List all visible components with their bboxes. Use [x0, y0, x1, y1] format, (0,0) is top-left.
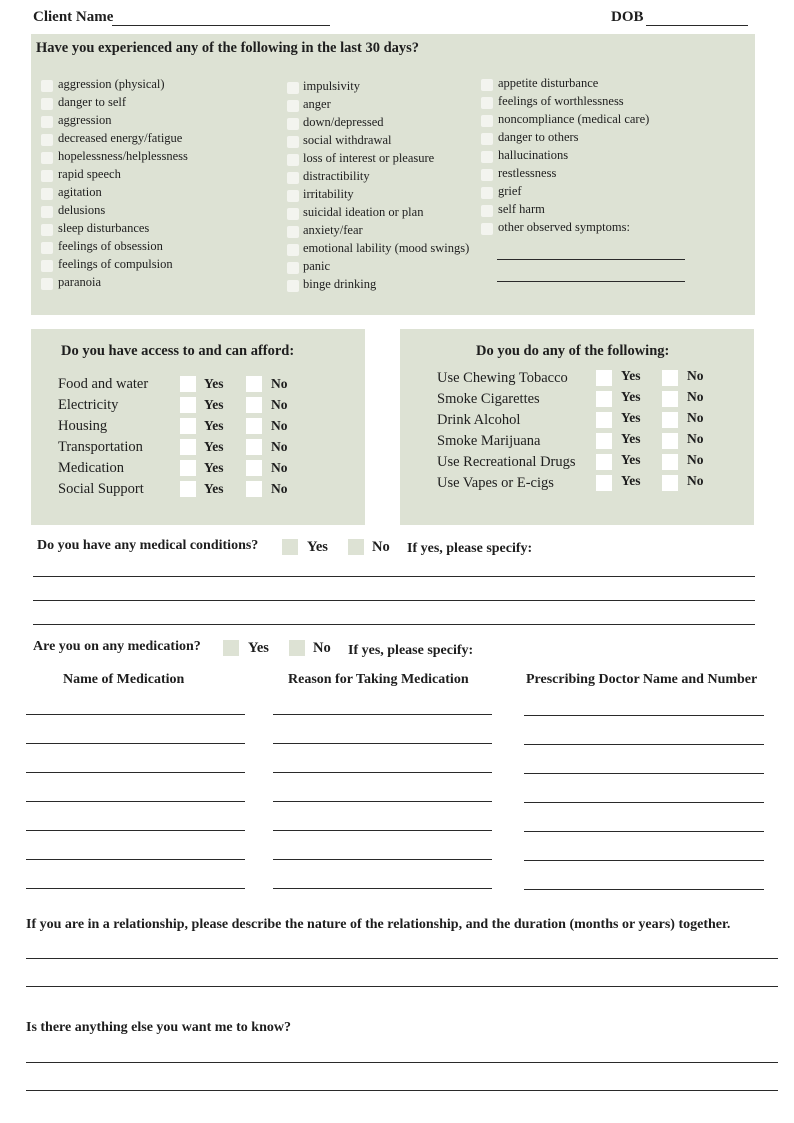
habit-item-label: Use Vapes or E-cigs [437, 475, 554, 491]
habit-yes-checkbox[interactable] [596, 433, 612, 449]
medication-yes-checkbox[interactable] [223, 640, 239, 656]
symptom-label: delusions [58, 203, 106, 217]
medical-line-1[interactable] [33, 576, 755, 577]
relationship-question: If you are in a relationship, please describe the nature of the relationship, and the duration (months or years) together. [26, 917, 731, 932]
medication-reason-line[interactable] [273, 830, 492, 831]
access-item-label: Social Support [58, 481, 144, 497]
access-item-label: Food and water [58, 376, 149, 392]
medication-name-line[interactable] [26, 830, 245, 831]
symptom-checkbox[interactable] [287, 208, 299, 220]
dob-label: DOB [611, 9, 644, 25]
symptom-checkbox[interactable] [41, 260, 53, 272]
symptom-checkbox[interactable] [481, 79, 493, 91]
medical-specify-label: If yes, please specify: [407, 541, 533, 556]
other-symptoms-line-2[interactable] [497, 281, 685, 282]
symptom-checkbox[interactable] [41, 170, 53, 182]
symptom-checkbox[interactable] [287, 244, 299, 256]
medication-name-line[interactable] [26, 743, 245, 744]
habit-yes-checkbox[interactable] [596, 475, 612, 491]
habit-yes-checkbox[interactable] [596, 391, 612, 407]
symptom-label: social withdrawal [303, 133, 392, 147]
medication-name-line[interactable] [26, 859, 245, 860]
symptom-label: feelings of obsession [58, 239, 163, 253]
medication-name-line[interactable] [26, 714, 245, 715]
symptom-checkbox[interactable] [41, 116, 53, 128]
symptom-label: distractibility [303, 169, 370, 183]
symptom-checkbox[interactable] [287, 136, 299, 148]
medication-doctor-line[interactable] [524, 860, 764, 861]
symptom-checkbox[interactable] [41, 80, 53, 92]
symptom-label: danger to self [58, 95, 127, 109]
symptom-label: irritability [303, 187, 354, 201]
access-no-checkbox[interactable] [246, 418, 262, 434]
symptom-checkbox[interactable] [481, 187, 493, 199]
access-no-checkbox[interactable] [246, 481, 262, 497]
medication-name-line[interactable] [26, 772, 245, 773]
habit-no-label: No [687, 473, 704, 488]
symptom-label: danger to others [498, 130, 579, 144]
medication-question: Are you on any medication? [33, 639, 201, 654]
client-name-label: Client Name [33, 9, 114, 25]
access-no-label: No [271, 397, 288, 412]
habit-item-label: Use Chewing Tobacco [437, 370, 568, 386]
symptom-label: down/depressed [303, 115, 384, 129]
habit-no-checkbox[interactable] [662, 454, 678, 470]
medication-doctor-line[interactable] [524, 744, 764, 745]
symptom-label: rapid speech [58, 167, 121, 181]
symptom-checkbox[interactable] [287, 280, 299, 292]
habit-yes-label: Yes [621, 368, 641, 383]
access-no-label: No [271, 418, 288, 433]
medical-yes-checkbox[interactable] [282, 539, 298, 555]
habit-yes-checkbox[interactable] [596, 412, 612, 428]
access-yes-checkbox[interactable] [180, 397, 196, 413]
symptom-label: hallucinations [498, 148, 569, 162]
col-medication-reason: Reason for Taking Medication [288, 672, 469, 687]
symptom-checkbox[interactable] [287, 100, 299, 112]
anything-else-question: Is there anything else you want me to know? [26, 1020, 291, 1035]
symptom-label: agitation [58, 185, 102, 199]
symptom-label: panic [303, 259, 331, 273]
symptoms-question: Have you experienced any of the following in the last 30 days? [36, 40, 420, 56]
medication-name-line[interactable] [26, 888, 245, 889]
medical-line-2[interactable] [33, 600, 755, 601]
col-prescribing-doctor: Prescribing Doctor Name and Number [526, 672, 758, 687]
habit-yes-label: Yes [621, 431, 641, 446]
symptom-label: other observed symptoms: [498, 220, 630, 234]
symptom-checkbox[interactable] [481, 151, 493, 163]
symptom-label: grief [498, 184, 522, 198]
access-yes-label: Yes [204, 439, 224, 454]
access-yes-checkbox[interactable] [180, 439, 196, 455]
habit-no-checkbox[interactable] [662, 412, 678, 428]
symptom-checkbox[interactable] [41, 278, 53, 290]
symptom-label: binge drinking [303, 277, 377, 291]
access-item-label: Housing [58, 418, 108, 434]
symptom-checkbox[interactable] [287, 190, 299, 202]
access-yes-checkbox[interactable] [180, 481, 196, 497]
symptom-label: aggression (physical) [58, 77, 165, 91]
symptom-label: sleep disturbances [58, 221, 150, 235]
medical-line-3[interactable] [33, 624, 755, 625]
symptom-label: loss of interest or pleasure [303, 151, 435, 165]
habit-no-checkbox[interactable] [662, 475, 678, 491]
symptom-checkbox[interactable] [481, 223, 493, 235]
medication-doctor-line[interactable] [524, 831, 764, 832]
symptom-checkbox[interactable] [287, 172, 299, 184]
symptom-checkbox[interactable] [41, 224, 53, 236]
habit-item-label: Smoke Cigarettes [437, 391, 540, 407]
symptom-checkbox[interactable] [41, 242, 53, 254]
symptom-checkbox[interactable] [481, 97, 493, 109]
symptom-label: emotional lability (mood swings) [303, 241, 470, 255]
medical-no-label: No [372, 539, 390, 555]
medication-reason-line[interactable] [273, 714, 492, 715]
habit-yes-label: Yes [621, 452, 641, 467]
symptom-checkbox[interactable] [481, 115, 493, 127]
habit-yes-checkbox[interactable] [596, 370, 612, 386]
access-no-label: No [271, 376, 288, 391]
symptom-label: noncompliance (medical care) [498, 112, 650, 126]
access-yes-label: Yes [204, 376, 224, 391]
access-no-checkbox[interactable] [246, 376, 262, 392]
symptom-label: impulsivity [303, 79, 360, 93]
symptom-label: decreased energy/fatigue [58, 131, 183, 145]
access-no-checkbox[interactable] [246, 397, 262, 413]
symptom-label: suicidal ideation or plan [303, 205, 424, 219]
symptom-checkbox[interactable] [287, 262, 299, 274]
access-yes-label: Yes [204, 397, 224, 412]
symptom-label: paranoia [58, 275, 102, 289]
access-item-label: Medication [58, 460, 125, 476]
symptom-label: restlessness [498, 166, 557, 180]
relationship-line-2[interactable] [26, 986, 778, 987]
client-name-field[interactable] [112, 25, 330, 26]
anything-else-line-1[interactable] [26, 1062, 778, 1063]
access-item-label: Transportation [58, 439, 143, 455]
habit-no-label: No [687, 368, 704, 383]
symptom-label: aggression [58, 113, 112, 127]
medication-name-line[interactable] [26, 801, 245, 802]
habit-no-label: No [687, 452, 704, 467]
col-medication-name: Name of Medication [63, 672, 185, 687]
access-yes-checkbox[interactable] [180, 418, 196, 434]
habit-yes-label: Yes [621, 473, 641, 488]
habit-no-label: No [687, 431, 704, 446]
access-no-label: No [271, 460, 288, 475]
access-yes-label: Yes [204, 460, 224, 475]
habit-item-label: Drink Alcohol [437, 412, 521, 428]
symptom-label: feelings of worthlessness [498, 94, 624, 108]
symptom-checkbox[interactable] [287, 118, 299, 130]
symptom-checkbox[interactable] [287, 82, 299, 94]
anything-else-line-2[interactable] [26, 1090, 778, 1091]
symptom-label: anxiety/fear [303, 223, 363, 237]
symptom-checkbox[interactable] [287, 226, 299, 238]
symptom-checkbox[interactable] [41, 188, 53, 200]
other-symptoms-line-1[interactable] [497, 259, 685, 260]
symptom-checkbox[interactable] [41, 134, 53, 146]
dob-field[interactable] [646, 25, 748, 26]
medical-no-checkbox[interactable] [348, 539, 364, 555]
symptom-label: self harm [498, 202, 545, 216]
habit-yes-label: Yes [621, 389, 641, 404]
access-question: Do you have access to and can afford: [61, 343, 295, 359]
symptom-label: feelings of compulsion [58, 257, 173, 271]
medication-reason-line[interactable] [273, 859, 492, 860]
habit-yes-label: Yes [621, 410, 641, 425]
medication-yes-label: Yes [248, 640, 269, 656]
medication-reason-line[interactable] [273, 743, 492, 744]
symptom-checkbox[interactable] [41, 98, 53, 110]
access-yes-label: Yes [204, 481, 224, 496]
medical-yes-label: Yes [307, 539, 328, 555]
relationship-line-1[interactable] [26, 958, 778, 959]
habit-no-checkbox[interactable] [662, 391, 678, 407]
access-yes-checkbox[interactable] [180, 376, 196, 392]
symptom-checkbox[interactable] [481, 169, 493, 181]
habit-item-label: Use Recreational Drugs [437, 454, 576, 470]
medication-doctor-line[interactable] [524, 773, 764, 774]
habit-item-label: Smoke Marijuana [437, 433, 541, 449]
access-item-label: Electricity [58, 397, 119, 413]
habit-no-label: No [687, 389, 704, 404]
access-no-label: No [271, 439, 288, 454]
symptom-checkbox[interactable] [41, 206, 53, 218]
symptom-checkbox[interactable] [481, 133, 493, 145]
symptom-label: appetite disturbance [498, 76, 599, 90]
medical-question: Do you have any medical conditions? [37, 538, 259, 553]
medication-specify-label: If yes, please specify: [348, 643, 474, 658]
access-no-checkbox[interactable] [246, 439, 262, 455]
medication-reason-line[interactable] [273, 888, 492, 889]
access-no-label: No [271, 481, 288, 496]
habit-no-checkbox[interactable] [662, 433, 678, 449]
symptom-checkbox[interactable] [287, 154, 299, 166]
symptom-checkbox[interactable] [41, 152, 53, 164]
symptom-label: anger [303, 97, 331, 111]
habits-question: Do you do any of the following: [476, 343, 670, 359]
medication-no-checkbox[interactable] [289, 640, 305, 656]
medication-doctor-line[interactable] [524, 802, 764, 803]
medication-reason-line[interactable] [273, 801, 492, 802]
habit-yes-checkbox[interactable] [596, 454, 612, 470]
symptom-checkbox[interactable] [481, 205, 493, 217]
habit-no-checkbox[interactable] [662, 370, 678, 386]
habit-no-label: No [687, 410, 704, 425]
medication-doctor-line[interactable] [524, 889, 764, 890]
access-yes-checkbox[interactable] [180, 460, 196, 476]
medication-no-label: No [313, 640, 331, 656]
symptom-label: hopelessness/helplessness [58, 149, 188, 163]
access-no-checkbox[interactable] [246, 460, 262, 476]
medication-reason-line[interactable] [273, 772, 492, 773]
access-yes-label: Yes [204, 418, 224, 433]
medication-doctor-line[interactable] [524, 715, 764, 716]
